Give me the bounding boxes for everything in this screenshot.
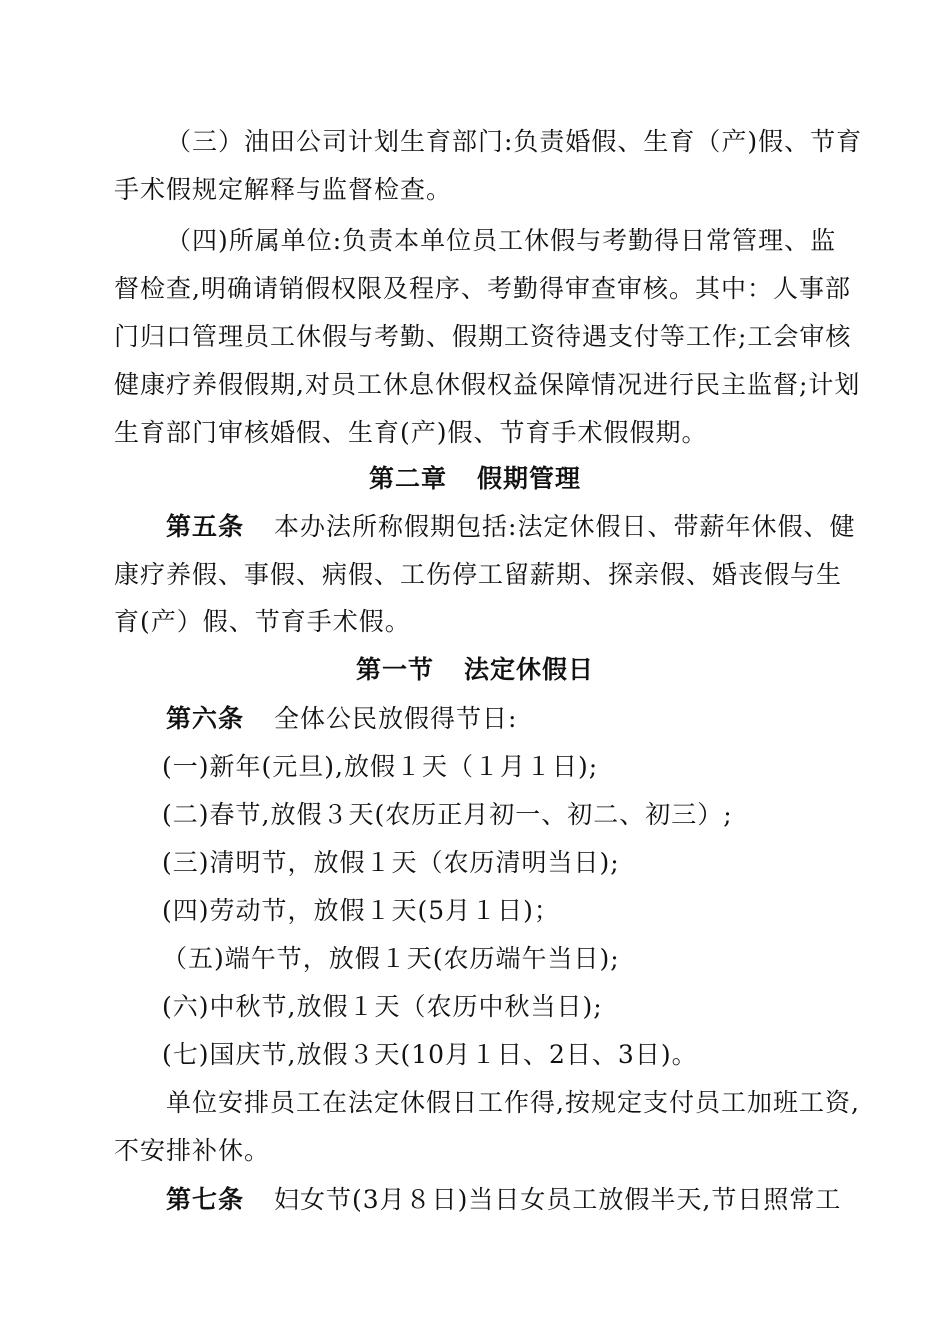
article-6-line-1 <box>166 704 517 734</box>
chapter-title: 假期管理 <box>477 464 582 493</box>
article-6-label: 第六条 <box>166 704 245 733</box>
chapter-heading <box>0 464 950 494</box>
section-number: 第一节 <box>355 655 434 684</box>
holiday-item: (二)春节,放假３天(农历正月初一、初二、初三）; <box>162 800 733 829</box>
holiday-item: (三)清明节，放假１天（农历清明当日); <box>162 848 620 877</box>
holiday-item: (七)国庆节,放假３天(10月１日、2日、3日)。 <box>162 1040 698 1069</box>
paragraph-3-line-2: 手术假规定解释与监督检查。 <box>114 175 453 204</box>
article-5-text: 本办法所称假期包括:法定休假日、带薪年休假、健 <box>274 512 856 541</box>
article-6-intro: 全体公民放假得节日: <box>274 704 518 733</box>
paragraph-4-line-4: 健康疗养假假期,对员工休息休假权益保障情况进行民主监督;计划 <box>114 370 861 399</box>
article-7-text: 妇女节(3月８日)当日女员工放假半天,节日照常工 <box>274 1185 842 1214</box>
article-7-label: 第七条 <box>166 1185 245 1214</box>
article-6-note-line-2: 不安排补休。 <box>114 1136 271 1165</box>
article-5-line-1 <box>166 512 855 542</box>
chapter-number: 第二章 <box>368 464 447 493</box>
paragraph-4-line-5: 生育部门审核婚假、生育(产)假、节育手术假假期。 <box>114 418 708 447</box>
article-5-line-3: 育(产）假、节育手术假。 <box>114 607 411 636</box>
section-title: 法定休假日 <box>464 655 595 684</box>
holiday-item: (四)劳动节，放假１天(5月１日)； <box>162 896 560 925</box>
article-7-line-1 <box>166 1185 841 1215</box>
section-heading <box>0 655 950 685</box>
holiday-item: （五)端午节，放假１天(农历端午当日); <box>162 944 620 973</box>
holiday-item: (一)新年(元旦),放假１天（１月１日); <box>162 752 599 781</box>
paragraph-4-line-1: （四)所属单位:负责本单位员工休假与考勤得日常管理、监 <box>166 226 837 255</box>
paragraph-4-line-2: 督检查,明确请销假权限及程序、考勤得审查审核。其中：人事部 <box>114 274 851 303</box>
article-5-label: 第五条 <box>166 512 245 541</box>
paragraph-4-line-3: 门归口管理员工休假与考勤、假期工资待遇支付等工作;工会审核 <box>114 322 852 351</box>
paragraph-3-line-1: （三）油田公司计划生育部门:负责婚假、生育（产)假、节育 <box>166 127 863 156</box>
article-6-note-line-1: 单位安排员工在法定休假日工作得,按规定支付员工加班工资, <box>166 1088 860 1117</box>
holiday-item: (六)中秋节,放假１天（农历中秋当日); <box>162 992 603 1021</box>
article-5-line-2: 康疗养假、事假、病假、工伤停工留薪期、探亲假、婚丧假与生 <box>114 560 843 589</box>
